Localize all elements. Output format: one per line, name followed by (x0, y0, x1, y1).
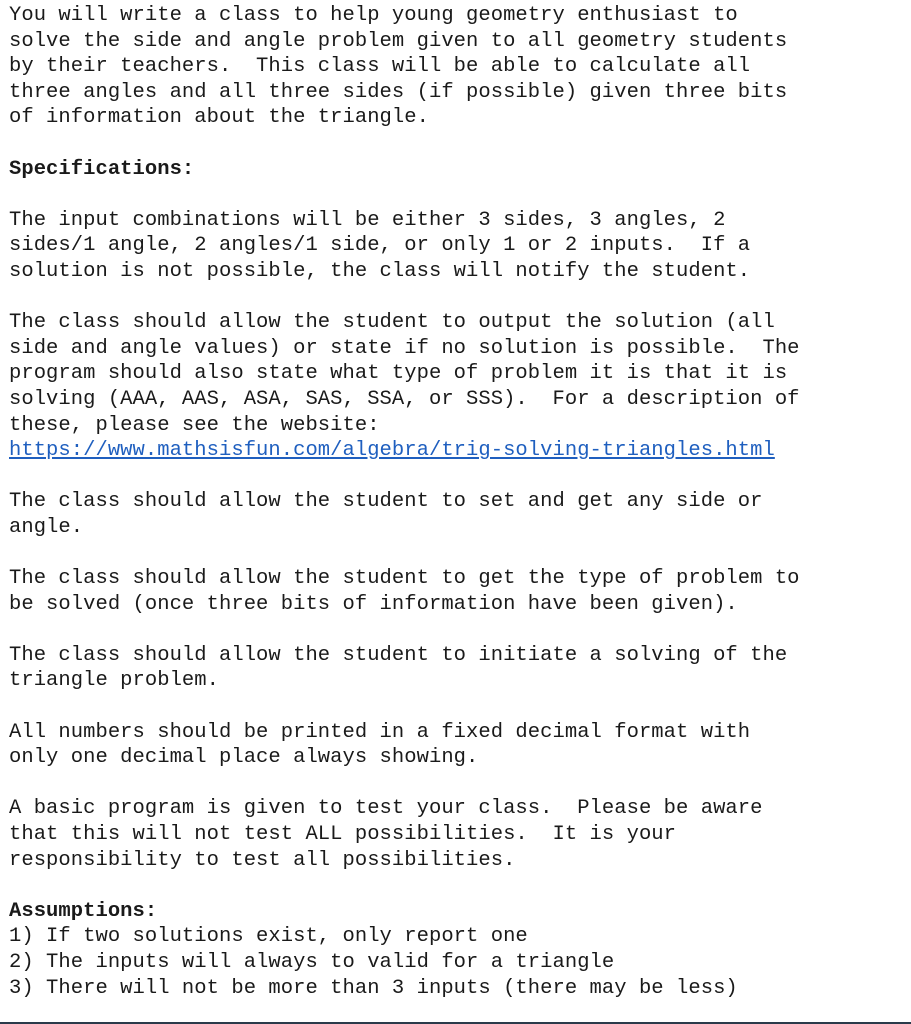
assignment-document (9, 3, 904, 1001)
spec-line: A basic program is given to test your class. Please be aware (9, 797, 763, 821)
specifications-heading: Specifications: (9, 157, 195, 181)
spec-output-paragraph (9, 310, 904, 464)
spacer (9, 694, 904, 720)
spec-line: side and angle values) or state if no solution is possible. The (9, 336, 800, 360)
spacer (9, 540, 904, 566)
spec-line: sides/1 angle, 2 angles/1 side, or only 1 or 2 inputs. If a (9, 234, 751, 258)
assumptions-heading: Assumptions: (9, 899, 158, 923)
spec-line: responsibility to test all possibilities. (9, 848, 516, 872)
spec-line: The class should allow the student to initiate a solving of the (9, 643, 788, 667)
spec-line: The class should allow the student to set and get any side or (9, 490, 763, 514)
website-link[interactable]: https://www.mathsisfun.com/algebra/trig-solving-triangles.html (9, 439, 775, 463)
intro-line: of information about the triangle. (9, 106, 429, 130)
assumptions-list (9, 924, 904, 1001)
spec-line: these, please see the website: (9, 413, 380, 437)
spec-line: All numbers should be printed in a fixed decimal format with (9, 720, 751, 744)
spacer (9, 285, 904, 311)
spacer (9, 873, 904, 899)
spec-line: triangle problem. (9, 669, 219, 693)
spec-line: solving (AAA, AAS, ASA, SAS, SSA, or SSS). For a description of (9, 387, 800, 411)
assumption-item: 3) There will not be more than 3 inputs (there may be less) (9, 976, 738, 1000)
spec-line: solution is not possible, the class will notify the student. (9, 259, 751, 283)
intro-line: You will write a class to help young geometry enthusiast to (9, 4, 738, 27)
spec-line: be solved (once three bits of information have been given). (9, 592, 738, 616)
spec-line: only one decimal place always showing. (9, 746, 479, 770)
assumption-item: 1) If two solutions exist, only report one (9, 925, 528, 949)
spec-line: The input combinations will be either 3 sides, 3 angles, 2 (9, 208, 726, 232)
intro-line: by their teachers. This class will be able to calculate all (9, 55, 751, 79)
intro-line: solve the side and angle problem given to all geometry students (9, 29, 788, 53)
spacer (9, 464, 904, 490)
spacer (9, 182, 904, 208)
spec-line: angle. (9, 515, 84, 539)
spec-solve-paragraph (9, 643, 904, 694)
intro-paragraph (9, 3, 904, 131)
spacer (9, 617, 904, 643)
spec-format-paragraph (9, 720, 904, 771)
spec-line: program should also state what type of problem it is that it is (9, 362, 788, 386)
spec-line: that this will not test ALL possibilities. It is your (9, 823, 677, 846)
spec-test-paragraph (9, 796, 904, 873)
spec-line: The class should allow the student to get the type of problem to (9, 567, 800, 591)
assumption-item: 2) The inputs will always to valid for a triangle (9, 950, 615, 974)
spacer (9, 771, 904, 797)
spec-type-paragraph (9, 566, 904, 617)
spec-line: The class should allow the student to output the solution (all (9, 311, 775, 335)
spacer (9, 131, 904, 157)
spec-set-get-paragraph (9, 489, 904, 540)
spec-inputs-paragraph (9, 208, 904, 285)
intro-line: three angles and all three sides (if possible) given three bits (9, 80, 788, 104)
